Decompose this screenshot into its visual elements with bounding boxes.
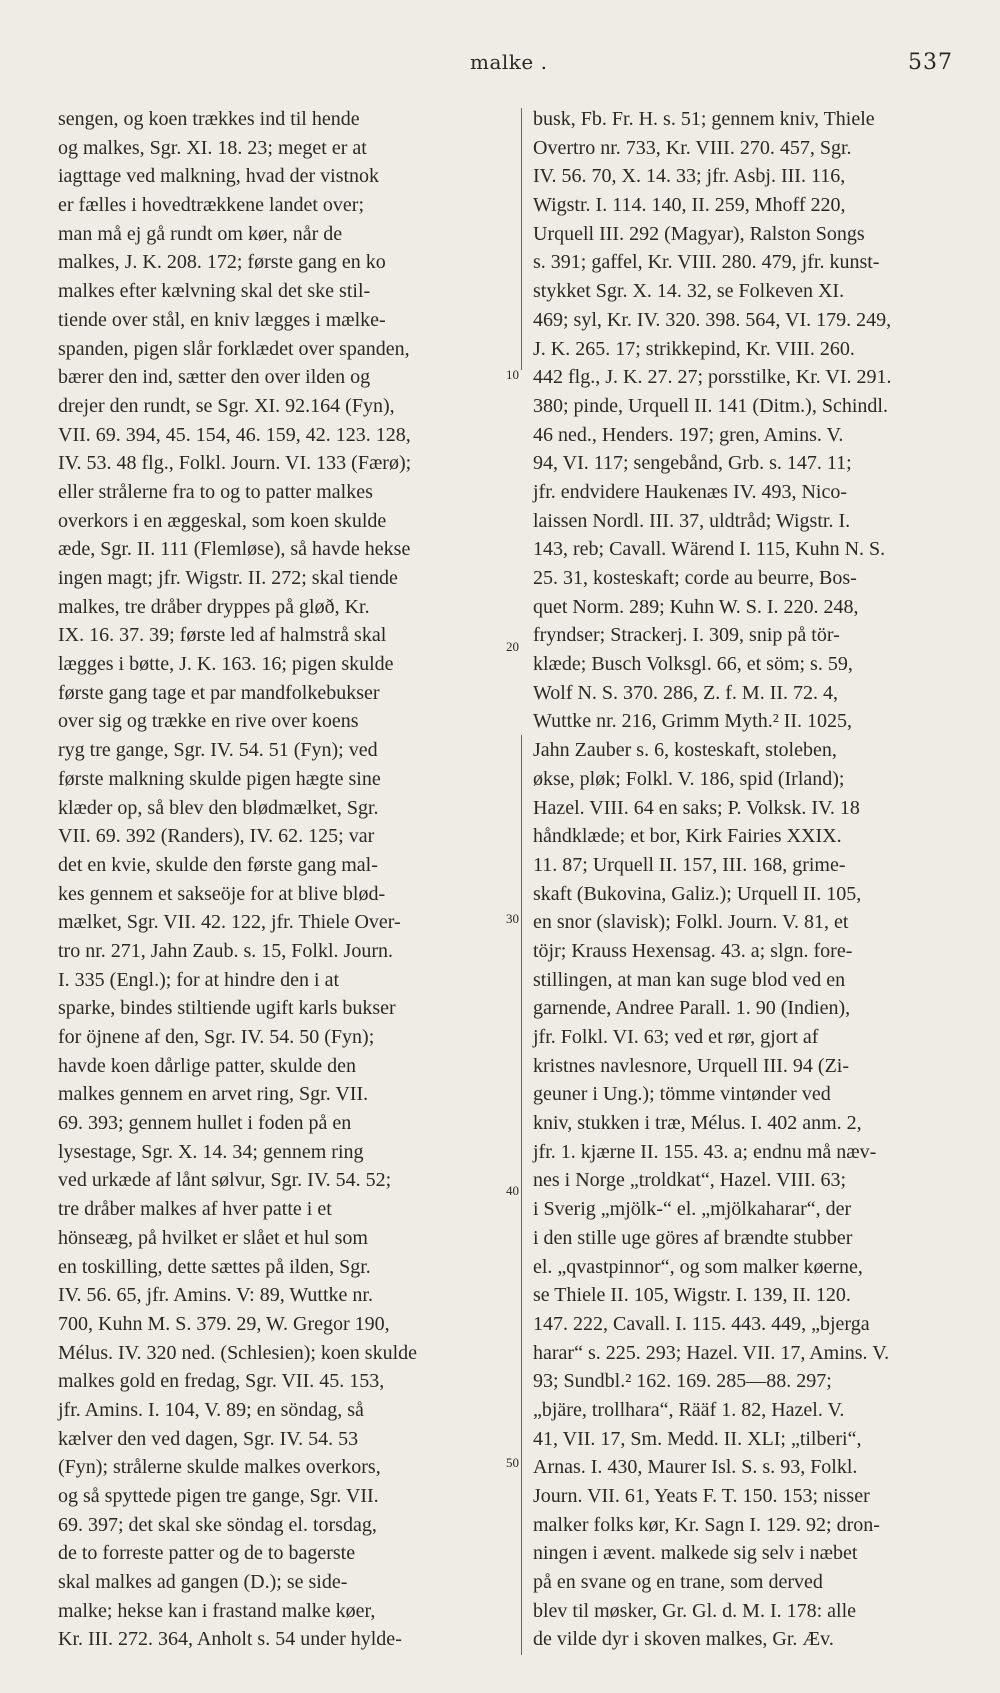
- text-line: „bjäre, trollhara“, Rääf 1. 82, Hazel. V.: [533, 1398, 845, 1421]
- left-column: [58, 105, 508, 1654]
- text-line: håndklæde; et bor, Kirk Fairies XXIX.: [533, 825, 842, 848]
- text-line: 41, VII. 17, Sm. Medd. II. XLI; „tilberi“,: [533, 1427, 862, 1450]
- text-line: töjr; Krauss Hexensag. 43. a; slgn. fore-: [533, 939, 853, 962]
- text-line: IV. 56. 65, jfr. Amins. V: 89, Wuttke nr.: [58, 1284, 373, 1307]
- text-line: en snor (slavisk); Folkl. Journ. V. 81, et: [533, 911, 849, 934]
- line-number-30: 30: [506, 911, 519, 926]
- text-line: malkes, J. K. 208. 172; første gang en ko: [58, 251, 386, 274]
- text-line: klæder op, så blev den blødmælket, Sgr.: [58, 796, 379, 819]
- text-line: drejer den rundt, se Sgr. XI. 92.164 (Fyn),: [58, 394, 395, 417]
- text-line: skal malkes ad gangen (D.); se side-: [58, 1571, 348, 1594]
- text-line: æde, Sgr. II. 111 (Flemløse), så havde hekse: [58, 538, 411, 561]
- text-line: over sig og trække en rive over koens: [58, 710, 359, 733]
- text-line: nes i Norge „troldkat“, Hazel. VIII. 63;: [533, 1169, 847, 1192]
- line-number-10: 10: [506, 367, 519, 382]
- text-line: lysestage, Sgr. X. 14. 34; gennem ring: [58, 1140, 364, 1163]
- text-line: 69. 393; gennem hullet i foden på en: [58, 1112, 352, 1135]
- text-line: J. K. 265. 17; strikkepind, Kr. VIII. 260.: [533, 337, 855, 360]
- text-line: (Fyn); strålerne skulde malkes overkors,: [58, 1456, 381, 1479]
- text-line: harar“ s. 225. 293; Hazel. VII. 17, Amins. V.: [533, 1341, 890, 1364]
- text-line: ryg tre gange, Sgr. IV. 54. 51 (Fyn); ved: [58, 739, 378, 762]
- column-divider-top: [521, 108, 522, 370]
- text-line: kælver den ved dagen, Sgr. IV. 54. 53: [58, 1427, 359, 1450]
- text-line: tre dråber malkes af hver patte i et: [58, 1198, 332, 1221]
- text-line: Arnas. I. 430, Maurer Isl. S. s. 93, Folkl.: [533, 1456, 858, 1479]
- text-line: Overtro nr. 733, Kr. VIII. 270. 457, Sgr.: [533, 136, 852, 159]
- text-line: mælket, Sgr. VII. 42. 122, jfr. Thiele Over-: [58, 911, 401, 934]
- text-line: for öjnene af den, Sgr. IV. 54. 50 (Fyn);: [58, 1026, 375, 1048]
- text-line: kes gennem et sakseöje for at blive blød-: [58, 882, 386, 905]
- text-line: IX. 16. 37. 39; første led af halmstrå skal: [58, 624, 387, 647]
- text-line: IV. 53. 48 flg., Folkl. Journ. VI. 133 (Færø);: [58, 452, 412, 475]
- text-line: ningen i ævent. malkede sig selv i næbet: [533, 1542, 858, 1565]
- text-line: Journ. VII. 61, Yeats F. T. 150. 153; nisser: [533, 1485, 870, 1507]
- text-line: ved urkæde af lånt sølvur, Sgr. IV. 54. 52;: [58, 1169, 392, 1192]
- text-line: IV. 56. 70, X. 14. 33; jfr. Asbj. III. 116,: [533, 165, 846, 188]
- text-line: malke; hekse kan i frastand malke køer,: [58, 1599, 376, 1622]
- text-line: overkors i en æggeskal, som koen skulde: [58, 509, 387, 532]
- text-line: hönseæg, på hvilket er slået et hul som: [58, 1226, 368, 1249]
- text-line: 380; pinde, Urquell II. 141 (Ditm.), Schindl.: [533, 394, 888, 417]
- text-line: og så spyttede pigen tre gange, Sgr. VII.: [58, 1485, 379, 1507]
- text-line: tiende over stål, en kniv lægges i mælke-: [58, 308, 386, 331]
- text-line: Mélus. IV. 320 ned. (Schlesien); koen skulde: [58, 1341, 418, 1364]
- text-line: 143, reb; Cavall. Wärend I. 115, Kuhn N. S.: [533, 538, 886, 561]
- text-line: 11. 87; Urquell II. 157, III. 168, grime-: [533, 853, 846, 876]
- right-column: [533, 105, 968, 1654]
- text-line: 25. 31, kosteskaft; corde au beurre, Bos-: [533, 567, 857, 589]
- text-line: klæde; Busch Volksgl. 66, et söm; s. 59,: [533, 653, 853, 676]
- text-line: man må ej gå rundt om køer, når de: [58, 222, 343, 245]
- text-line: malkes, tre dråber dryppes på gløð, Kr.: [58, 595, 370, 618]
- text-line: iagttage ved malkning, hvad der vistnok: [58, 165, 380, 188]
- text-line: 46 ned., Henders. 197; gren, Amins. V.: [533, 423, 844, 446]
- page-number: 537: [908, 50, 953, 75]
- text-line: er fælles i hovedtrækkene landet over;: [58, 194, 365, 217]
- text-line: sengen, og koen trækkes ind til hende: [58, 108, 360, 130]
- text-line: første malkning skulde pigen hægte sine: [58, 767, 381, 790]
- text-line: malkes efter kælvning skal det ske stil-: [58, 280, 371, 303]
- text-line: 469; syl, Kr. IV. 320. 398. 564, VI. 179. 249,: [533, 308, 892, 331]
- text-line: stillingen, at man kan suge blod ved en: [533, 968, 846, 991]
- text-line: og malkes, Sgr. XI. 18. 23; meget er at: [58, 136, 367, 159]
- text-line: VII. 69. 392 (Randers), IV. 62. 125; var: [58, 825, 375, 848]
- text-line: spanden, pigen slår forklædet over spanden,: [58, 337, 410, 360]
- text-line: de vilde dyr i skoven malkes, Gr. Æv.: [533, 1628, 834, 1651]
- text-line: jfr. 1. kjærne II. 155. 43. a; endnu må næv-: [533, 1140, 877, 1163]
- text-line: havde koen dårlige patter, skulde den: [58, 1054, 356, 1077]
- text-line: økse, pløk; Folkl. V. 186, spid (Irland);: [533, 767, 845, 790]
- line-number-20: 20: [506, 639, 519, 654]
- text-line: stykket Sgr. X. 14. 32, se Folkeven XI.: [533, 280, 845, 303]
- text-line: det en kvie, skulde den første gang mal-: [58, 853, 378, 876]
- text-line: VII. 69. 394, 45. 154, 46. 159, 42. 123. 128,: [58, 423, 411, 446]
- text-line: se Thiele II. 105, Wigstr. I. 139, II. 120.: [533, 1284, 851, 1307]
- text-line: lægges i bøtte, J. K. 163. 16; pigen skulde: [58, 653, 394, 676]
- text-line: de to forreste patter og de to bagerste: [58, 1542, 356, 1565]
- text-line: Wigstr. I. 114. 140, II. 259, Mhoff 220,: [533, 194, 846, 217]
- text-line: garnende, Andree Parall. 1. 90 (Indien),: [533, 997, 851, 1020]
- text-line: en toskilling, dette sættes på ilden, Sgr.: [58, 1255, 371, 1278]
- text-line: Urquell III. 292 (Magyar), Ralston Songs: [533, 222, 865, 245]
- text-line: i Sverig „mjölk-“ el. „mjölkaharar“, der: [533, 1198, 852, 1221]
- line-number-40: 40: [506, 1183, 519, 1198]
- text-line: Wolf N. S. 370. 286, Z. f. M. II. 72. 4,: [533, 681, 839, 704]
- text-line: første gang tage et par mandfolkebukser: [58, 681, 380, 704]
- text-line: laissen Nordl. III. 37, uldtråd; Wigstr. I.: [533, 509, 851, 532]
- text-line: malker folks kør, Kr. Sagn I. 129. 92; dron-: [533, 1513, 880, 1536]
- running-head: malke .: [470, 50, 548, 74]
- text-line: Kr. III. 272. 364, Anholt s. 54 under hylde-: [58, 1628, 402, 1651]
- text-line: el. „qvastpinnor“, og som malker køerne,: [533, 1255, 863, 1278]
- text-line: blev til møsker, Gr. Gl. d. M. I. 178: alle: [533, 1599, 857, 1622]
- text-line: malkes gold en fredag, Sgr. VII. 45. 153,: [58, 1370, 385, 1393]
- text-line: s. 391; gaffel, Kr. VIII. 280. 479, jfr. kunst-: [533, 251, 880, 274]
- text-line: Hazel. VIII. 64 en saks; P. Volksk. IV. 18: [533, 796, 860, 819]
- text-line: jfr. Folkl. VI. 63; ved et rør, gjort af: [533, 1026, 819, 1048]
- text-line: jfr. Amins. I. 104, V. 89; en söndag, så: [58, 1398, 364, 1421]
- text-line: fryndser; Strackerj. I. 309, snip på tör-: [533, 624, 840, 647]
- text-line: tro nr. 271, Jahn Zaub. s. 15, Folkl. Journ.: [58, 939, 393, 962]
- text-line: malkes gennem en arvet ring, Sgr. VII.: [58, 1083, 369, 1106]
- text-line: skaft (Bukovina, Galiz.); Urquell II. 105,: [533, 882, 862, 905]
- text-line: eller strålerne fra to og to patter malkes: [58, 480, 373, 503]
- text-line: geuner i Ung.); tömme vintønder ved: [533, 1083, 831, 1106]
- line-number-50: 50: [506, 1455, 519, 1470]
- text-line: jfr. endvidere Haukenæs IV. 493, Nico-: [533, 480, 848, 503]
- text-line: kristnes navlesnore, Urquell III. 94 (Zi-: [533, 1054, 850, 1077]
- column-divider-bottom: [521, 735, 522, 1655]
- text-line: 147. 222, Cavall. I. 115. 443. 449, „bjerga: [533, 1312, 870, 1335]
- text-line: quet Norm. 289; Kuhn W. S. I. 220. 248,: [533, 595, 859, 618]
- text-line: på en svane og en trane, som derved: [533, 1571, 823, 1594]
- text-line: 94, VI. 117; sengebånd, Grb. s. 147. 11;: [533, 452, 852, 475]
- text-line: sparke, bindes stiltiende ugift karls bukser: [58, 997, 396, 1020]
- text-line: Jahn Zauber s. 6, kosteskaft, stoleben,: [533, 739, 837, 762]
- text-line: 93; Sundbl.² 162. 169. 285—88. 297;: [533, 1370, 832, 1393]
- text-line: 69. 397; det skal ske söndag el. torsdag,: [58, 1513, 377, 1536]
- text-line: 700, Kuhn M. S. 379. 29, W. Gregor 190,: [58, 1312, 390, 1335]
- text-line: 442 flg., J. K. 27. 27; porsstilke, Kr. VI. 291.: [533, 366, 892, 389]
- text-line: i den stille uge göres af brændte stubber: [533, 1226, 853, 1249]
- text-line: kniv, stukken i træ, Mélus. I. 402 anm. 2,: [533, 1112, 862, 1135]
- text-line: Wuttke nr. 216, Grimm Myth.² II. 1025,: [533, 710, 853, 733]
- text-line: I. 335 (Engl.); for at hindre den i at: [58, 968, 340, 991]
- text-line: bærer den ind, sætter den over ilden og: [58, 366, 371, 389]
- text-line: ingen magt; jfr. Wigstr. II. 272; skal tiende: [58, 567, 398, 589]
- text-line: busk, Fb. Fr. H. s. 51; gennem kniv, Thiele: [533, 108, 875, 130]
